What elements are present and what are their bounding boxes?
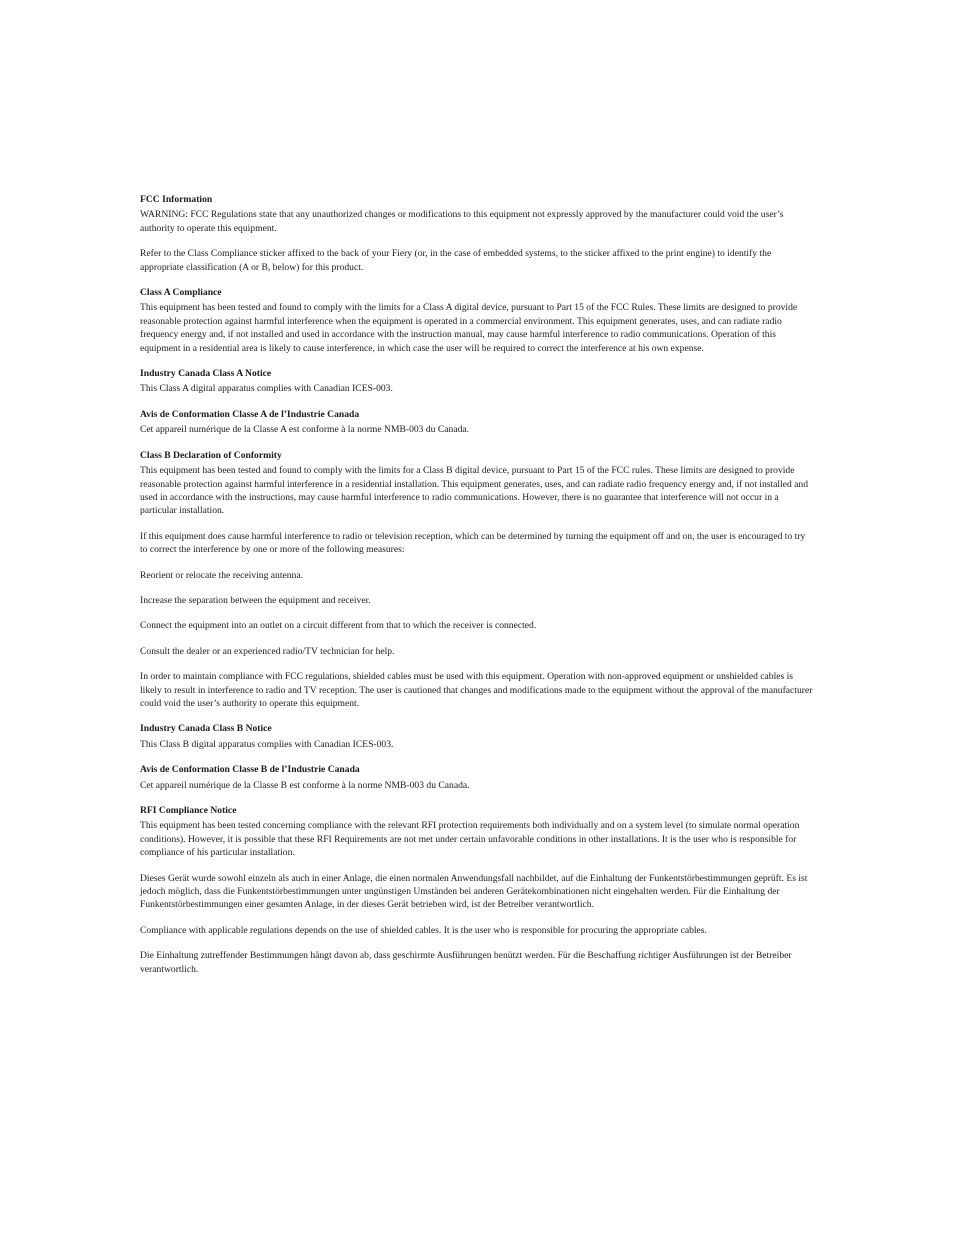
section-class-b-declaration — [140, 449, 814, 711]
paragraph: WARNING: FCC Regulations state that any unauthorized changes or modifications to this equipment not expressly approved by the manufacturer could void the user’s authority to operate this equipment. — [140, 209, 784, 234]
section-avis-classe-b — [140, 763, 814, 792]
paragraph: Dieses Gerät wurde sowohl einzeln als auch in einer Anlage, die einen normalen Anwendungsfall nachbildet, auf die Einhaltung der Funkentstörbestimmungen geprüft. Es ist jedoch möglich, dass die Funkentstörbestimmungen unter ungünstigen Umständen bei anderen Gerätekombinationen nicht eingehalten werden. Für die Einhaltung der Funkentstörbestimmungen einer gesamten Anlage, in der dieses Gerät betrieben wird, ist der Betreiber verantwortlich. — [140, 872, 808, 911]
section-avis-classe-a — [140, 408, 814, 437]
paragraph: If this equipment does cause harmful interference to radio or television reception, which can be determined by turning the equipment off and on, the user is encouraged to try to correct the interference by one or more of the following measures: — [140, 530, 806, 556]
section-industry-canada-class-b — [140, 722, 814, 751]
paragraph: This Class B digital apparatus complies with Canadian ICES-003. — [140, 738, 394, 750]
section-industry-canada-class-a — [140, 367, 814, 396]
paragraph: This equipment has been tested concerning compliance with the relevant RFI protection requirements both individually and on a system level (to simulate normal operation conditions). However, it is possible that these RFI Requirements are not met under certain unfavorable conditions in other installations. It is the user who is responsible for compliance of his particular installation. — [140, 820, 800, 859]
measure-item: Reorient or relocate the receiving antenna. — [140, 569, 304, 581]
paragraph: Die Einhaltung zutreffender Bestimmungen hängt davon ab, dass geschirmte Ausführungen benützt werden. Für die Beschaffung richtiger Ausführungen ist der Betreiber verantwortlich. — [140, 950, 792, 975]
measure-item: Connect the equipment into an outlet on a circuit different from that to which the receiver is connected. — [140, 620, 537, 632]
section-rfi-compliance — [140, 804, 814, 976]
measure-item: Increase the separation between the equipment and receiver. — [140, 594, 371, 606]
paragraph: Refer to the Class Compliance sticker affixed to the back of your Fiery (or, in the case of embedded systems, to the sticker affixed to the print engine) to identify the appropriate classification (A or B, below) for this product. — [140, 248, 772, 273]
section-heading: Class A Compliance — [140, 287, 222, 299]
section-heading: Avis de Conformation Classe A de l’Industrie Canada — [140, 408, 360, 420]
document-page — [140, 193, 814, 988]
paragraph: Cet appareil numérique de la Classe B est conforme à la norme NMB-003 du Canada. — [140, 779, 470, 791]
paragraph: In order to maintain compliance with FCC regulations, shielded cables must be used with this equipment. Operation with non-approved equipment or unshielded cables is likely to result in interference to radio and TV reception. The user is cautioned that changes and modifications made to the equipment without the approval of the manufacturer could void the user’s authority to operate this equipment. — [140, 671, 813, 709]
measure-item: Consult the dealer or an experienced radio/TV technician for help. — [140, 645, 395, 657]
section-heading: Class B Declaration of Conformity — [140, 449, 282, 461]
paragraph: This equipment has been tested and found to comply with the limits for a Class A digital device, pursuant to Part 15 of the FCC Rules. These limits are designed to provide reasonable protection against harmful interference when the equipment is operated in a commercial environment. This equipment generates, uses, and can radiate radio frequency energy and, if not installed and used in accordance with the instruction manual, may cause harmful interference to radio communications. Operation of this equipment in a residential area is likely to cause interference, in which case the user will be required to correct the interference at his own expense. — [140, 302, 798, 354]
paragraph: This Class A digital apparatus complies with Canadian ICES-003. — [140, 383, 393, 395]
section-fcc-information — [140, 193, 814, 274]
paragraph: Cet appareil numérique de la Classe A est conforme à la norme NMB-003 du Canada. — [140, 424, 470, 436]
section-class-a-compliance — [140, 286, 814, 355]
section-heading: FCC Information — [140, 194, 213, 205]
paragraph: Compliance with applicable regulations depends on the use of shielded cables. It is the user who is responsible for procuring the appropriate cables. — [140, 924, 707, 936]
paragraph: This equipment has been tested and found to comply with the limits for a Class B digital device, pursuant to Part 15 of the FCC rules. These limits are designed to provide reasonable protection against harmful interference in a residential installation. This equipment generates, uses, and can radiate radio frequency energy and, if not installed and used in accordance with the instructions, may cause harmful interference to radio communications. However, there is no guarantee that interference will not occur in a particular installation. — [140, 465, 809, 517]
section-heading: Avis de Conformation Classe B de l’Industrie Canada — [140, 764, 360, 776]
section-heading: Industry Canada Class A Notice — [140, 368, 272, 380]
section-heading: RFI Compliance Notice — [140, 805, 237, 816]
section-heading: Industry Canada Class B Notice — [140, 723, 272, 735]
